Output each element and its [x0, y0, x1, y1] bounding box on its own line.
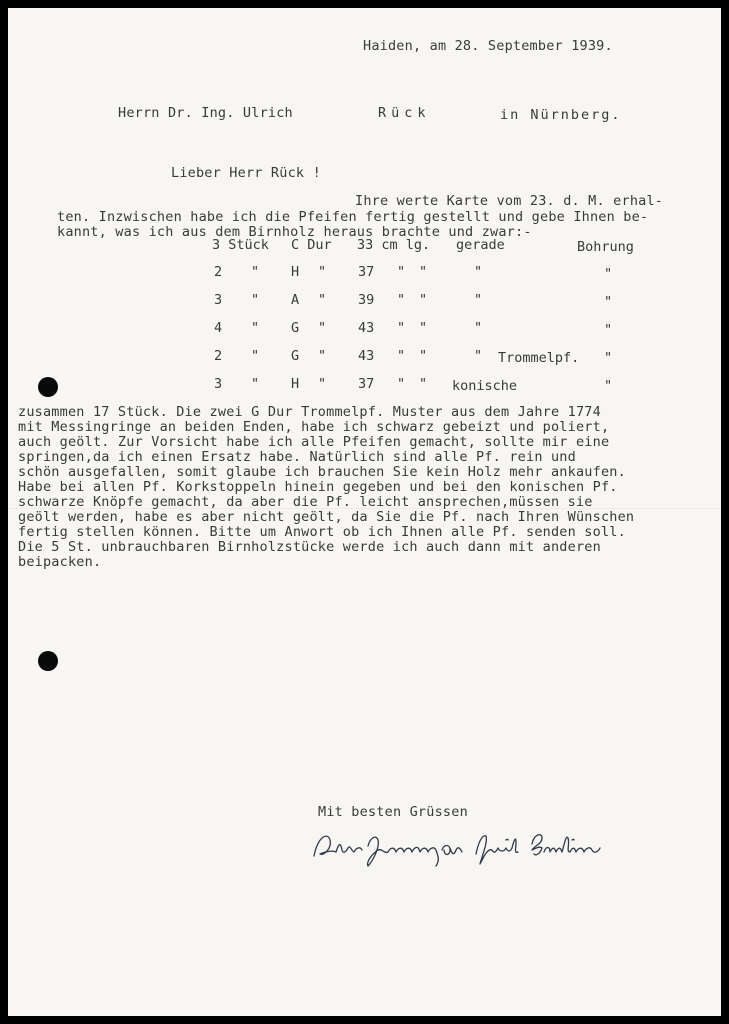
row-ditto: ": [397, 320, 406, 336]
row-length: 39: [358, 292, 375, 308]
body-line: Habe bei allen Pf. Korkstoppeln hinein gegeben und bei den konischen Pf.: [18, 479, 618, 495]
row-ditto: ": [318, 348, 327, 364]
punch-hole-bottom: [38, 651, 58, 671]
row-ditto: ": [397, 292, 406, 308]
row-qty: 2: [214, 348, 223, 364]
letter-body: [18, 404, 698, 574]
row-ditto: ": [318, 292, 327, 308]
row-shape: konische: [452, 378, 518, 394]
body-line: beipacken.: [18, 554, 102, 570]
row-ditto: ": [251, 376, 260, 392]
row-shape: ": [474, 348, 483, 364]
row-ditto: ": [419, 348, 428, 364]
row-ditto: ": [251, 292, 260, 308]
body-line: springen,da ich einen Ersatz habe. Natürlich sind alle Pf. rein und: [18, 449, 576, 465]
closing: Mit besten Grüssen: [318, 804, 468, 820]
row-qty: 2: [214, 264, 223, 280]
table-header-length: 33 cm lg.: [357, 237, 431, 253]
row-bore: ": [604, 322, 613, 338]
row-ditto: ": [397, 348, 406, 364]
row-length: 43: [358, 348, 375, 364]
signature-scribble: [310, 826, 620, 870]
table-header-qty: 3 Stück: [212, 237, 269, 253]
table-header-shape: gerade: [456, 237, 505, 253]
row-ditto: ": [251, 348, 260, 364]
row-ditto: ": [419, 292, 428, 308]
row-ditto: ": [419, 376, 428, 392]
row-key: A: [291, 292, 300, 308]
row-ditto: ": [397, 264, 406, 280]
table-header-key: C Dur: [291, 237, 332, 253]
body-line: schön ausgefallen, somit glaube ich brauchen Sie kein Holz mehr ankaufen.: [18, 464, 626, 480]
row-key: H: [291, 264, 300, 280]
row-shape: ": [474, 292, 483, 308]
body-line: auch geölt. Zur Vorsicht habe ich alle Pfeifen gemacht, sollte mir eine: [18, 434, 610, 450]
row-length: 43: [358, 320, 375, 336]
row-ditto: ": [397, 376, 406, 392]
addressee-name: Rück: [378, 105, 431, 121]
row-ditto: ": [251, 264, 260, 280]
row-length: 37: [358, 376, 375, 392]
row-ditto: ": [318, 320, 327, 336]
row-qty: 3: [214, 292, 223, 308]
row-shape: ": [474, 320, 483, 336]
body-line: Die 5 St. unbrauchbaren Birnholzstücke werde ich auch dann mit anderen: [18, 539, 601, 555]
row-ditto: ": [419, 320, 428, 336]
row-key: G: [291, 320, 300, 336]
row-note: Trommelpf.: [498, 350, 580, 366]
row-qty: 4: [214, 320, 223, 336]
row-bore: ": [604, 378, 613, 394]
row-bore: ": [604, 266, 613, 282]
row-ditto: ": [251, 320, 260, 336]
intro-line: ten. Inzwischen habe ich die Pfeifen fertig gestellt und gebe Ihnen be-: [57, 209, 649, 225]
intro-line: Ihre werte Karte vom 23. d. M. erhal-: [355, 193, 664, 209]
table-header-bore: Bohrung: [577, 239, 634, 255]
handwritten-signature: [310, 826, 620, 870]
letter-page: [8, 8, 721, 1016]
intro-line: kannt, was ich aus dem Birnholz heraus brachte und zwar:-: [57, 224, 532, 240]
addressee-city: in Nürnberg.: [500, 107, 622, 123]
row-key: G: [291, 348, 300, 364]
row-bore: ": [604, 294, 613, 310]
row-ditto: ": [318, 376, 327, 392]
row-length: 37: [358, 264, 375, 280]
punch-hole-top: [38, 377, 58, 397]
row-shape: ": [474, 264, 483, 280]
row-ditto: ": [419, 264, 428, 280]
body-line: fertig stellen können. Bitte um Anwort ob ich Ihnen alle Pf. senden soll.: [18, 524, 626, 540]
addressee-title: Herrn Dr. Ing. Ulrich: [118, 105, 293, 121]
row-key: H: [291, 376, 300, 392]
body-line: geölt werden, habe es aber nicht geölt, da Sie die Pf. nach Ihren Wünschen: [18, 509, 635, 525]
body-line: schwarze Knöpfe gemacht, da aber die Pf. leicht ansprechen,müssen sie: [18, 494, 593, 510]
body-line: zusammen 17 Stück. Die zwei G Dur Trommelpf. Muster aus dem Jahre 1774: [18, 404, 601, 420]
row-qty: 3: [214, 376, 223, 392]
body-line: mit Messingringe an beiden Enden, habe ich schwarz gebeizt und poliert,: [18, 419, 610, 435]
row-bore: ": [604, 350, 613, 366]
salutation: Lieber Herr Rück !: [171, 165, 321, 181]
dateline: Haiden, am 28. September 1939.: [363, 38, 613, 54]
row-ditto: ": [318, 264, 327, 280]
